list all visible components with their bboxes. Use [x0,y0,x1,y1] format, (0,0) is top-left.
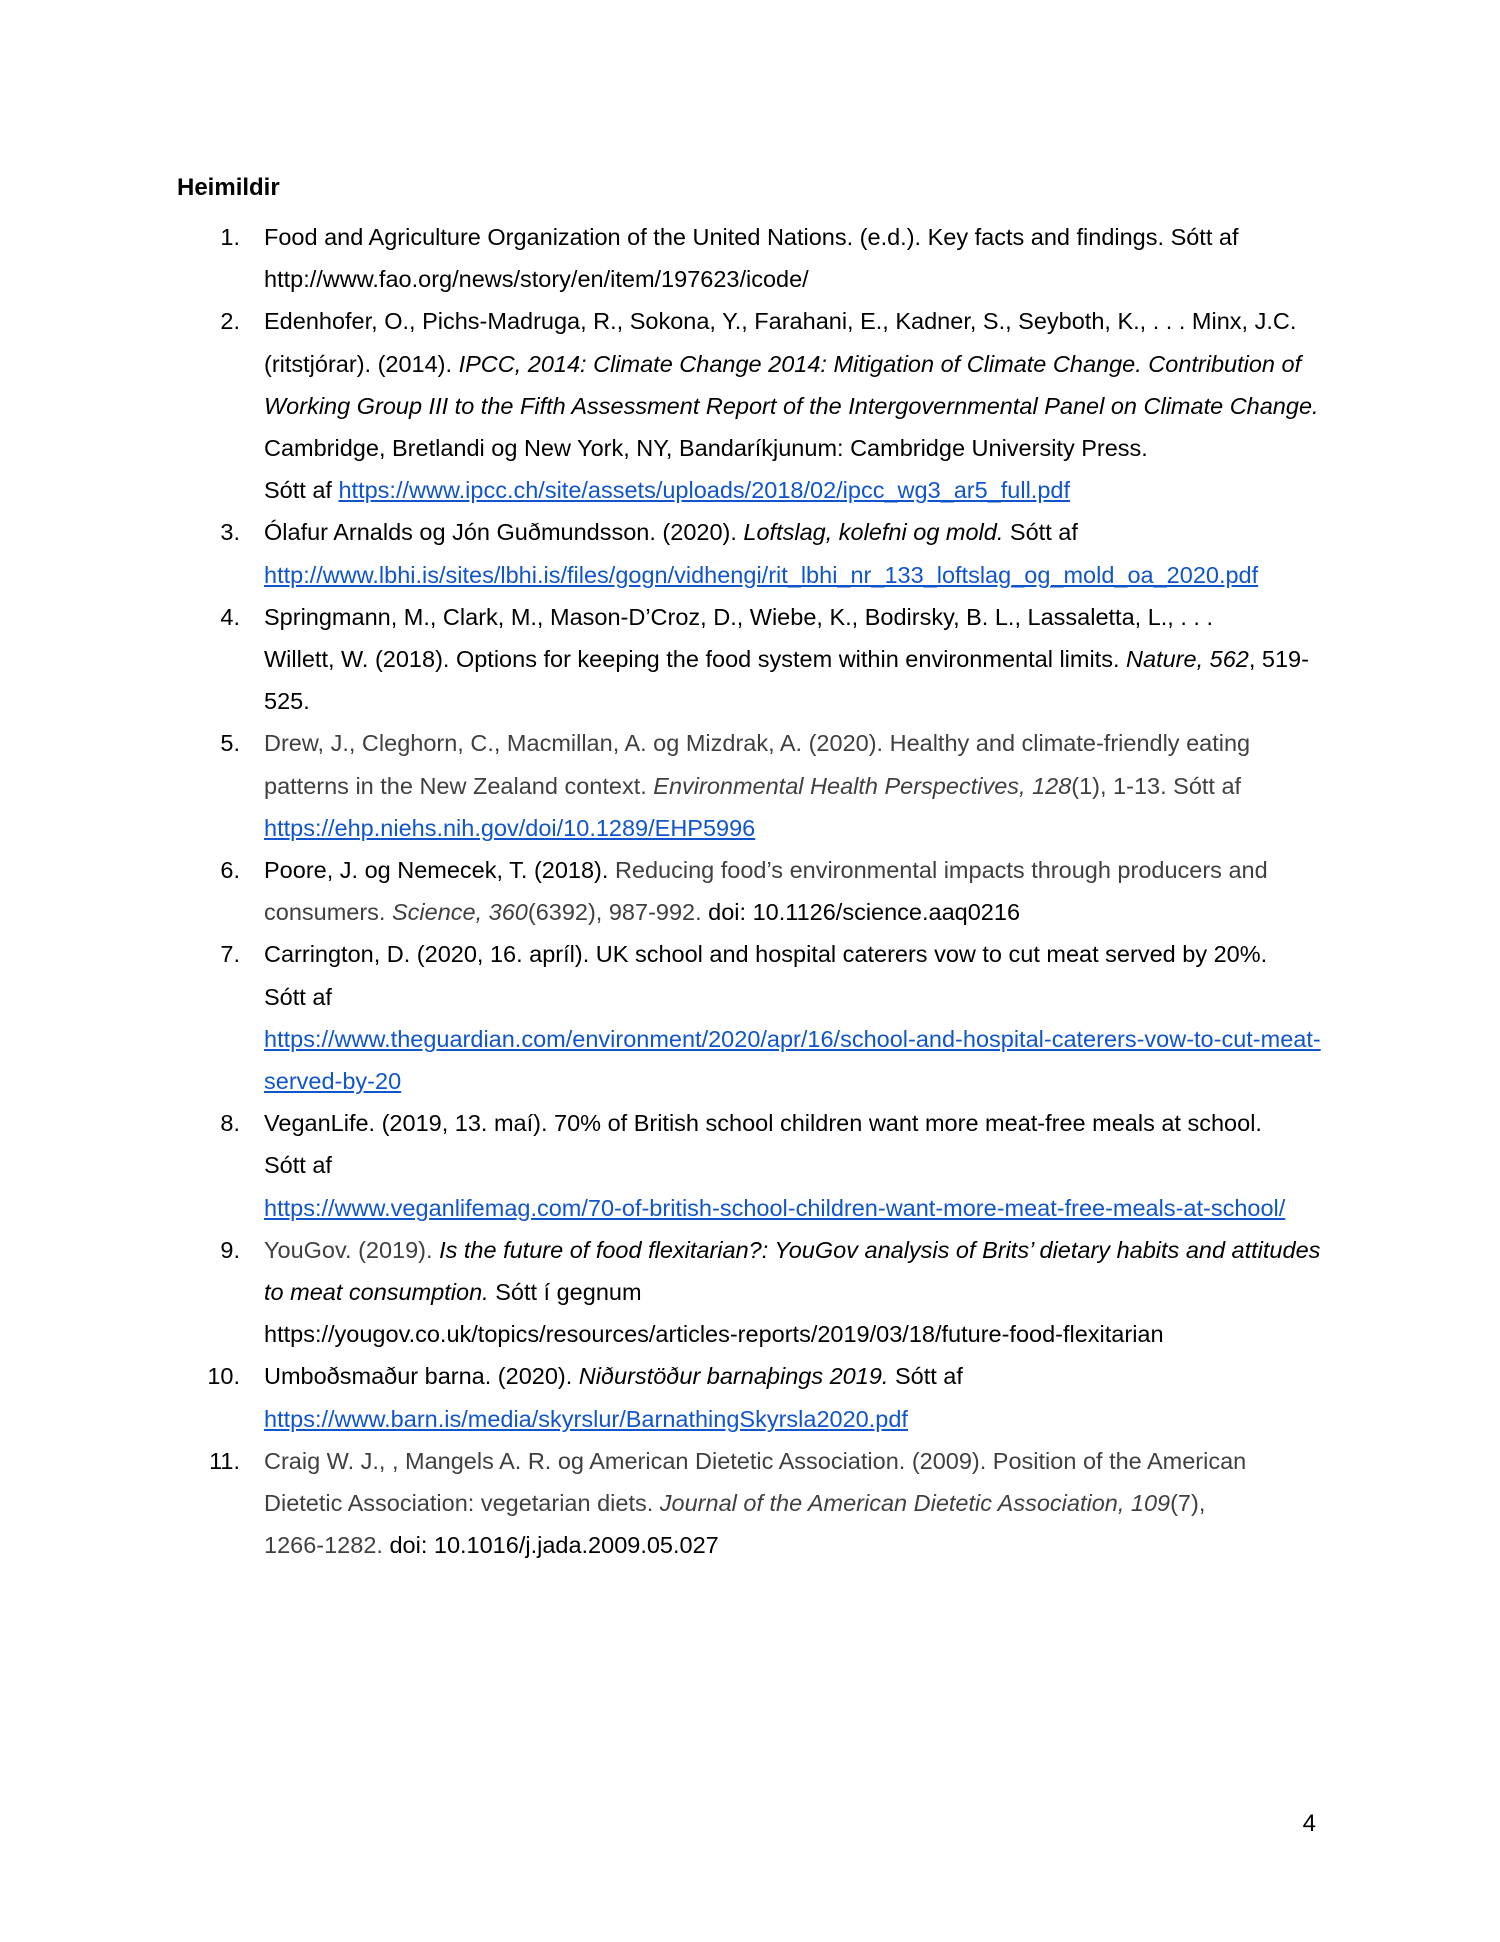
reference-link[interactable]: https://www.barn.is/media/skyrslur/BarnathingSkyrsla2020.pdf [264,1405,908,1432]
reference-authors: Umboðsmaður barna. (2020). [264,1363,573,1390]
reference-text: Reducing food’s environmental impacts through producers and consumers. [264,857,1268,926]
reference-text: VeganLife. (2019, 13. maí). 70% of British school children want more meat-free meals at school. [264,1110,1262,1137]
reference-retrieved: Sótt af [1009,519,1078,546]
reference-authors: Poore, J. og Nemecek, T. (2018). [264,857,609,884]
reference-link[interactable]: https://ehp.niehs.nih.gov/doi/10.1289/EHP5996 [264,814,756,841]
reference-link[interactable]: https://www.ipcc.ch/site/assets/uploads/2018/02/ipcc_wg3_ar5_full.pdf [338,477,1070,504]
reference-pages: , 519-525. [264,646,1309,715]
reference-item [177,722,1327,849]
reference-url: https://yougov.co.uk/topics/resources/articles-reports/2019/03/18/future-food-flexitarian [264,1321,1164,1348]
reference-retrieved: Sótt af [264,477,332,504]
reference-doi: doi: 10.1016/j.jada.2009.05.027 [389,1532,719,1559]
reference-item [177,933,1327,1102]
reference-retrieved: Sótt af [264,983,332,1010]
reference-text: Willett, W. (2018). Options for keeping the food system within environmental limits. [264,646,1120,673]
reference-number: 8. [220,1110,240,1137]
reference-journal: Environmental Health Perspectives, 128 [653,772,1072,799]
reference-journal: Journal of the American Dietetic Association, 109 [659,1490,1171,1517]
reference-title: Loftslag, kolefni og mold. [743,519,1004,546]
reference-number: 10. [207,1363,240,1390]
reference-text: Carrington, D. (2020, 16. apríl). UK school and hospital caterers vow to cut meat served by 20%. [264,941,1268,968]
reference-authors: Ólafur Arnalds og Jón Guðmundsson. (2020). [264,519,737,546]
reference-retrieved: Sótt í gegnum [495,1279,642,1306]
reference-number: 3. [220,519,240,546]
reference-item [177,849,1327,933]
reference-pages: 1266-1282. [264,1532,383,1559]
reference-item [177,1229,1327,1356]
reference-number: 2. [220,308,240,335]
reference-link[interactable]: http://www.lbhi.is/sites/lbhi.is/files/gogn/vidhengi/rit_lbhi_nr_133_loftslag_og_mold_oa_2020.pdf [264,561,1259,588]
reference-details: (7), [1170,1490,1206,1517]
reference-item [177,300,1327,511]
reference-number: 9. [220,1236,240,1263]
reference-title: IPCC, 2014: Climate Change 2014: Mitigation of Climate Change. Contribution of Working Group III to the Fifth Assessment Report of the Intergovernmental Panel on Climate Change. [264,350,1319,419]
reference-authors: Springmann, M., Clark, M., Mason-D’Croz, D., Wiebe, K., Bodirsky, B. L., Lassaletta, L., . . . [264,603,1214,630]
reference-url: http://www.fao.org/news/story/en/item/197623/icode/ [264,266,809,293]
reference-authors: YouGov. (2019). [264,1236,433,1263]
reference-item [177,1440,1327,1567]
reference-details: (6392), 987-992. [527,899,702,926]
reference-number: 7. [220,941,240,968]
reference-text: Food and Agriculture Organization of the United Nations. (e.d.). Key facts and findings. Sótt af [264,224,1239,250]
reference-number: 4. [220,603,240,630]
reference-list [177,216,1327,1567]
reference-publisher: Cambridge, Bretlandi og New York, NY, Bandaríkjunum: Cambridge University Press. [264,435,1148,462]
reference-text: Craig W. J., , Mangels A. R. og American Dietetic Association. (2009). Position of the American Dietetic Association: vegetarian diets. [264,1447,1247,1517]
reference-link[interactable]: https://www.theguardian.com/environment/2020/apr/16/school-and-hospital-caterers-vow-to-cut-meat-served-by-20 [264,1025,1321,1095]
reference-authors: Edenhofer, O., Pichs-Madruga, R., Sokona, Y., Farahani, E., Kadner, S., Seyboth, K., . . . Minx, J.C. (ritstjórar). (2014). [264,308,1297,377]
page-number: 4 [1302,1810,1316,1837]
reference-number: 1. [220,224,240,250]
reference-retrieved: Sótt af [894,1363,963,1390]
reference-title: Niðurstöður barnaþings 2019. [578,1363,889,1390]
reference-item [177,596,1327,723]
references-heading: Heimildir [177,174,280,201]
reference-journal: Nature, 562 [1126,646,1249,673]
reference-item [177,216,1327,300]
reference-title: Is the future of food flexitarian?: YouGov analysis of Brits’ dietary habits and attitudes to meat consumption. [264,1236,1321,1306]
reference-text: Drew, J., Cleghorn, C., Macmillan, A. og Mizdrak, A. (2020). Healthy and climate-friendly eating patterns in the New Zealand context. [264,730,1251,799]
reference-number: 6. [220,857,240,884]
reference-number: 5. [220,730,240,757]
reference-number: 11. [209,1447,240,1474]
reference-details: (1), 1-13. Sótt af [1071,772,1242,799]
reference-retrieved: Sótt af [264,1152,332,1179]
reference-link[interactable]: https://www.veganlifemag.com/70-of-british-school-children-want-more-meat-free-meals-at-school/ [264,1194,1286,1221]
reference-doi: doi: 10.1126/science.aaq0216 [708,899,1021,926]
reference-item [177,1102,1327,1229]
reference-journal: Science, 360 [392,899,528,926]
reference-item [177,1355,1327,1439]
reference-item [177,511,1327,595]
